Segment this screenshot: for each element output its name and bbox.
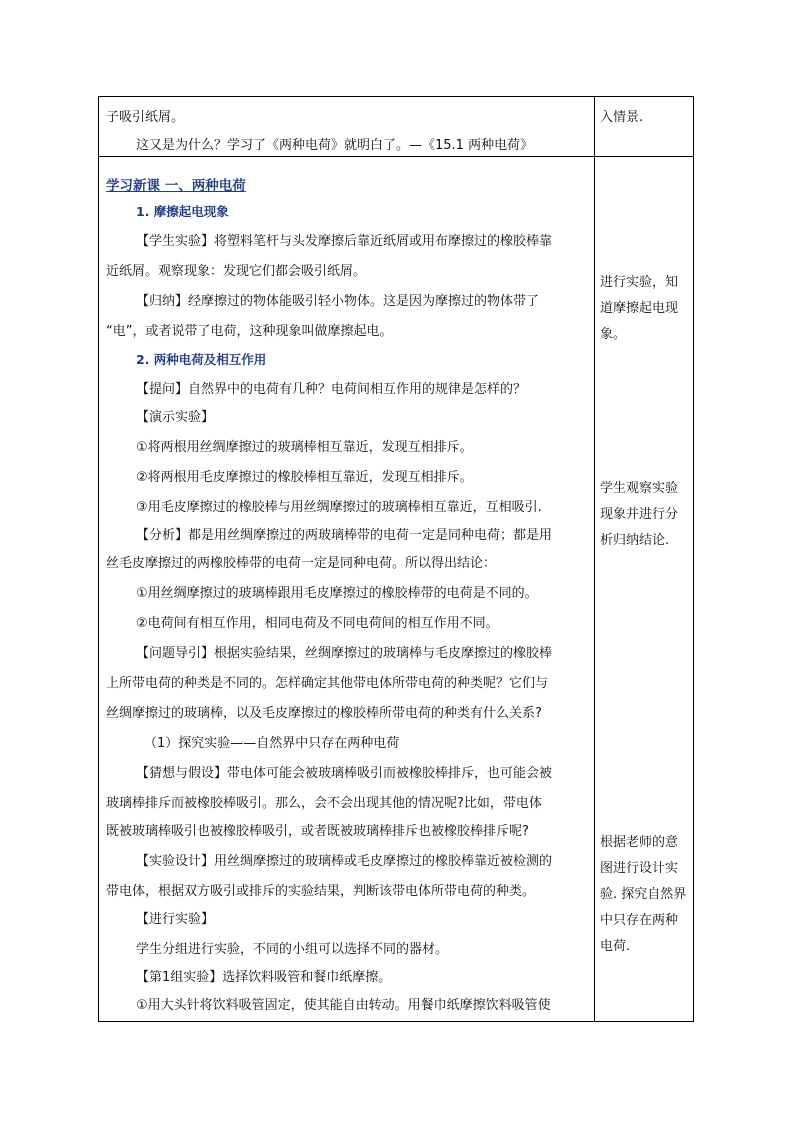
list-item: ①用丝绸摩擦过的玻璃棒跟用毛皮摩擦过的橡胶棒带的电荷是不同的。 [136, 586, 538, 601]
table-right-border [693, 96, 694, 1022]
list-item: ③用毛皮摩擦过的橡胶棒与用丝绸摩擦过的玻璃棒相互靠近，互相吸引. [136, 500, 542, 515]
paragraph: 【提问】自然界中的电荷有几种？电荷间相互作用的规律是怎样的？ [136, 382, 527, 397]
paragraph: 【归纳】经摩擦过的物体能吸引轻小物体。这是因为摩擦过的物体带了 [136, 294, 540, 309]
list-item: ②电荷间有相互作用，相同电荷及不同电荷间的相互作用不同。 [136, 616, 499, 631]
table-left-border [98, 96, 99, 1022]
paragraph: 【第1组实验】选择饮料吸管和餐巾纸摩擦。 [136, 970, 392, 985]
row-divider [98, 156, 694, 157]
section-heading: 学习新课 一、两种电荷 [106, 178, 246, 194]
side-note-friction: 进行实验，知道摩擦起电现象。 [600, 275, 679, 342]
intro-line-2: 这又是为什么？学习了《两种电荷》就明白了。—《15.1 两种电荷》 [136, 138, 534, 153]
paragraph: 既被玻璃棒吸引也被橡胶棒吸引，或者既被玻璃棒排斥也被橡胶棒排斥呢? [106, 824, 529, 839]
table-top-border [98, 96, 694, 97]
paragraph: （1）探究实验——自然界中只存在两种电荷 [144, 736, 400, 751]
paragraph: 近纸屑。观察现象：发现它们都会吸引纸屑。 [106, 264, 367, 279]
lesson-table [98, 96, 694, 1022]
intro-line-1: 子吸引纸屑。 [106, 110, 185, 125]
paragraph: 【实验设计】用丝绸摩擦过的玻璃棒或毛皮摩擦过的橡胶棒靠近被检测的 [136, 854, 553, 869]
paragraph: 带电体，根据双方吸引或排斥的实验结果，判断该带电体所带电荷的种类。 [106, 884, 536, 899]
side-note-design: 根据老师的意图进行设计实验. 探究自然界中只存在两种电荷. [600, 835, 687, 954]
paragraph: 【演示实验】 [136, 410, 215, 425]
paragraph: 玻璃棒排斥而被橡胶棒吸引。那么，会不会出现其他的情况呢?比如，带电体 [106, 796, 542, 811]
paragraph: 【进行实验】 [136, 912, 215, 927]
paragraph: 【问题导引】根据实验结果，丝绸摩擦过的玻璃棒与毛皮摩擦过的橡胶棒 [136, 646, 553, 661]
paragraph: 丝毛皮摩擦过的两橡胶棒带的电荷一定是同种电荷。所以得出结论： [106, 556, 497, 571]
paragraph: 上所带电荷的种类是不同的。怎样确定其他带电体所带电荷的种类呢？它们与 [106, 676, 549, 691]
paragraph: 【猜想与假设】带电体可能会被玻璃棒吸引而被橡胶棒排斥，也可能会被 [136, 766, 553, 781]
paragraph: 【分析】都是用丝绸摩擦过的两玻璃棒带的电荷一定是同种电荷；都是用 [136, 528, 553, 543]
side-note-observe: 学生观察实验现象并进行分析归纳结论. [600, 481, 679, 548]
paragraph: 【学生实验】将塑料笔杆与头发摩擦后靠近纸屑或用布摩擦过的橡胶棒靠 [136, 234, 553, 249]
paragraph: “电”，或者说带了电荷，这种现象叫做摩擦起电。 [106, 324, 393, 339]
side-note-intro: 入情景. [600, 110, 644, 125]
list-item: ①用大头针将饮料吸管固定，使其能自由转动。用餐巾纸摩擦饮料吸管使 [136, 998, 551, 1013]
table-bottom-border [98, 1021, 694, 1022]
subheading-friction: 1. 摩擦起电现象 [136, 204, 229, 219]
list-item: ①将两根用丝绸摩擦过的玻璃棒相互靠近，发现互相排斥。 [136, 440, 473, 455]
paragraph: 丝绸摩擦过的玻璃棒，以及毛皮摩擦过的橡胶棒所带电荷的种类有什么关系? [106, 706, 542, 721]
list-item: ②将两根用毛皮摩擦过的橡胶棒相互靠近，发现互相排斥。 [136, 470, 473, 485]
subheading-two-charges: 2. 两种电荷及相互作用 [136, 352, 267, 367]
paragraph: 学生分组进行实验，不同的小组可以选择不同的器材。 [136, 942, 449, 957]
